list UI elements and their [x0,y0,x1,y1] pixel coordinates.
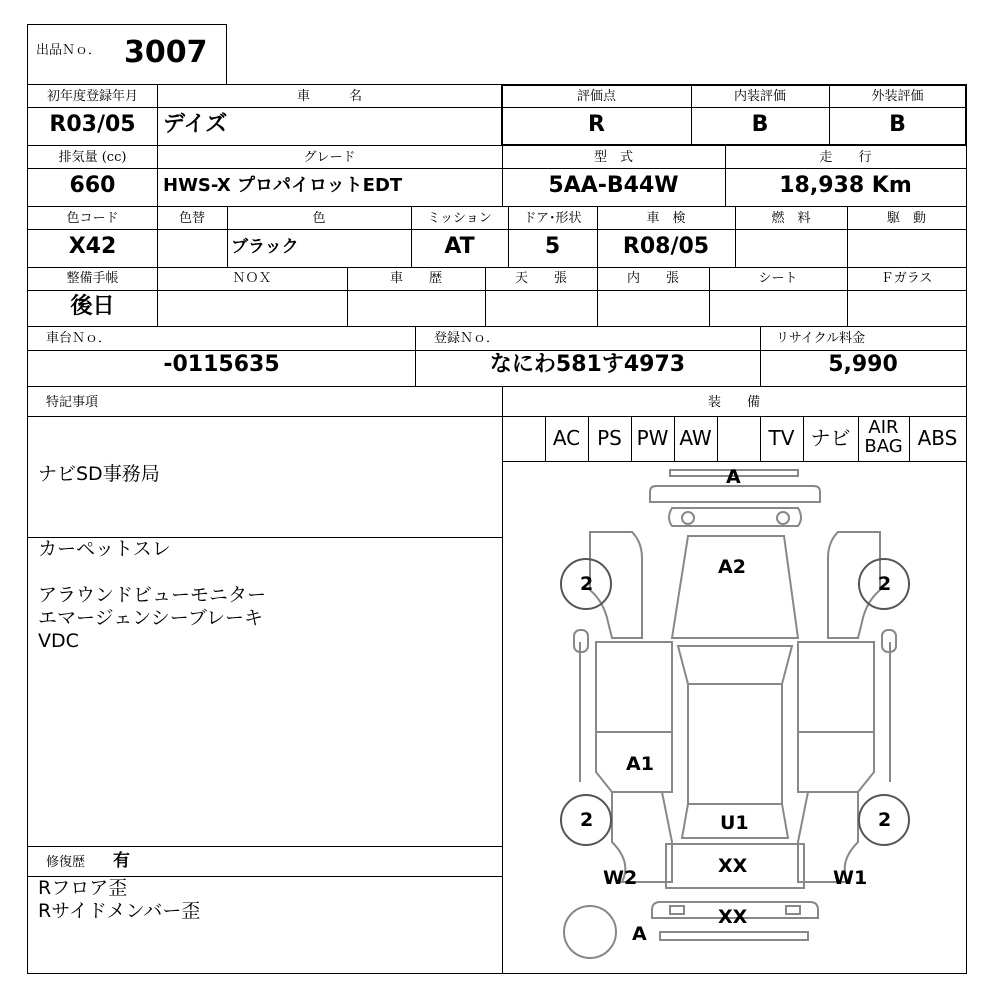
seat-label: シート [758,271,798,286]
inspection-label: 車 検 [646,211,686,226]
color-code-label: 色コード [66,211,119,226]
notes-line: カーペットスレ [38,538,171,560]
door-label: ドア･形状 [523,211,582,226]
lot-number-value: 3007 [124,35,208,70]
notes-line: VDC [38,630,79,652]
fglass-label: Ｆガラス [880,271,933,286]
car-name-value: デイズ [163,112,228,137]
mission-value: AT [444,234,475,259]
repair-line: Rサイドメンバー歪 [38,900,201,922]
mark-rear-right-fender: W1 [833,867,868,889]
mark-tailgate: XX [718,855,748,877]
lot-number-label: 出品Ｎｏ． [36,43,102,58]
chassis-value: -0115635 [163,352,280,377]
mark-left-rear-tire: 2 [580,809,594,831]
equipment-pw: PW [636,426,669,450]
repair-line: Rフロア歪 [38,877,128,899]
mileage-value: 18,938 Km [779,173,912,198]
grade-label: グレード [303,150,356,165]
equipment-aw: AW [679,426,712,450]
color-value: ブラック [231,237,299,257]
notes-line: エマージェンシーブレーキ [38,607,264,629]
model-value: 5AA-B44W [548,173,679,198]
displacement-label: 排気量 (cc) [58,150,127,165]
first-reg-value: R03/05 [49,112,136,137]
repair-value: 有 [113,851,130,871]
mileage-label: 走 行 [819,150,872,165]
mark-hood: A2 [718,556,746,578]
equipment-abs: ABS [917,426,958,450]
interior-value: B [751,112,769,137]
sunroof-label: 天 張 [514,271,567,286]
door-value: 5 [544,234,561,259]
mark-roof-rear: U1 [720,812,749,834]
first-reg-label: 初年度登録年月 [46,89,138,104]
mark-rear-bumper: A [632,923,647,945]
inspection-value: R08/05 [622,234,710,259]
repair-label: 修復歴 [46,855,86,870]
notes-line: アラウンドビューモニター [38,584,267,606]
equipment-navi: ナビ [810,426,851,450]
history-label: 車 歴 [389,271,442,286]
score-value: R [588,112,605,137]
mission-label: ミッション [427,211,492,226]
exterior-label: 外装評価 [871,89,924,104]
color-label: 色 [312,211,326,226]
color-change-label: 色替 [178,211,205,226]
equipment-ac: AC [552,426,581,450]
equipment-airbag: AIR BAG [864,417,903,457]
displacement-value: 660 [69,173,116,198]
nox-label: ＮＯＸ [232,271,272,286]
mark-right-rear-tire: 2 [878,809,892,831]
lot-number-box [27,24,227,84]
chassis-label: 車台Ｎｏ． [46,331,112,346]
drive-label: 駆 動 [886,211,926,226]
diagram-marks [502,462,968,974]
color-code-value: X42 [68,234,117,259]
grade-value: HWS-X プロパイロットEDT [163,175,403,196]
equipment-label: 装 備 [707,395,760,410]
registration-value: なにわ581す4973 [489,352,686,377]
mark-left-side: A1 [626,753,654,775]
score-label: 評価点 [576,89,616,104]
mark-rear-bumper-xx: XX [718,906,748,928]
recycle-label: リサイクル料金 [776,331,866,346]
car-name-label: 車 名 [296,89,362,104]
equipment-ps: PS [597,426,622,450]
mark-rear-left-fender: W2 [603,867,638,889]
fuel-label: 燃 料 [771,211,811,226]
interior-cloth-label: 内 張 [626,271,679,286]
notes-line: ナビSD事務局 [38,463,160,485]
exterior-value: B [889,112,906,137]
interior-label: 内装評価 [733,89,786,104]
equipment-tv: TV [768,426,795,450]
mark-right-front-tire: 2 [878,573,892,595]
model-label: 型 式 [593,150,633,165]
maintenance-label: 整備手帳 [66,271,119,286]
notes-label: 特記事項 [46,395,99,410]
mark-left-front-tire: 2 [580,573,594,595]
maintenance-value: 後日 [70,294,115,319]
mark-front-bumper: A [726,466,741,488]
recycle-value: 5,990 [828,352,898,377]
registration-label: 登録Ｎｏ． [434,331,500,346]
